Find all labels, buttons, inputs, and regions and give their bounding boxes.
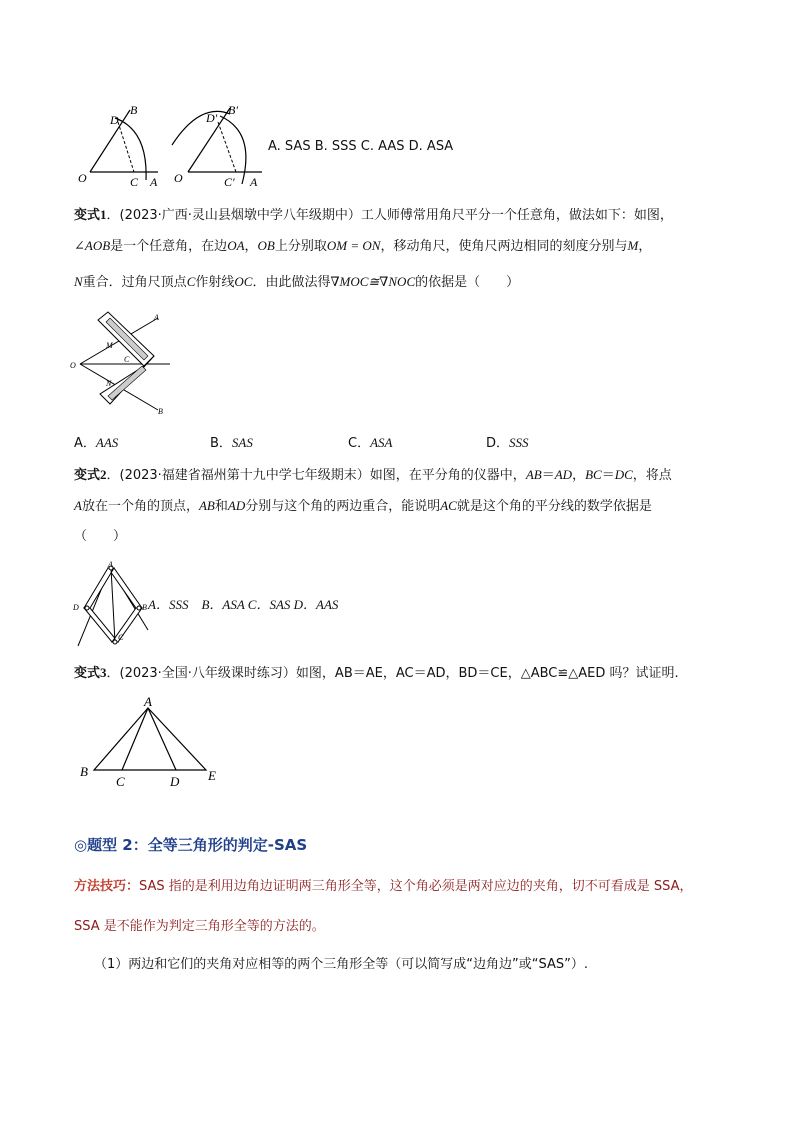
q1-option-c: C．ASA: [348, 435, 393, 451]
svg-text:D′: D′: [206, 111, 218, 125]
q3-line1: 变式3．(2023·全国·八年级课时练习）如图，AB＝AE，AC＝AD，BD＝CE，△ABC≌△AED 吗？试证明.: [74, 665, 679, 681]
svg-text:C: C: [130, 175, 139, 189]
q1-line1: 变式1．(2023·广西·灵山县烟墩中学八年级期中）工人师傅常用角尺平分一个任意角，做法如下：如图，: [74, 207, 673, 223]
q2-line2: A放在一个角的顶点，AB和AD分别与这个角的两边重合，能说明AC就是这个角的平分线的数学依据是: [74, 498, 652, 514]
svg-text:A: A: [150, 175, 158, 189]
svg-text:A: A: [154, 313, 159, 322]
q1-option-d: D．SSS: [486, 435, 529, 451]
svg-text:C′: C′: [224, 175, 235, 189]
svg-text:C: C: [116, 774, 125, 789]
triangle-figure: [74, 696, 234, 794]
svg-text:O: O: [70, 361, 76, 370]
svg-text:B′: B′: [228, 103, 238, 117]
q1-option-b: B．SAS: [210, 435, 253, 451]
svg-text:C: C: [118, 633, 124, 642]
svg-text:B: B: [158, 407, 163, 416]
q2-options: A．SSS B．ASA C．SAS D．AAS: [148, 597, 339, 612]
svg-text:O: O: [174, 171, 183, 185]
bisector-instrument-figure: [70, 560, 160, 652]
svg-text:A: A: [108, 560, 113, 569]
svg-text:B: B: [80, 764, 88, 779]
svg-text:C: C: [124, 355, 130, 364]
svg-text:B: B: [130, 103, 138, 117]
svg-text:D: D: [170, 774, 180, 789]
method-tip-line2: SSA 是不能作为判定三角形全等的方法的。: [74, 919, 325, 934]
q1-line2: ∠AOB是一个任意角，在边OA，OB上分别取OM = ON，移动角尺，使角尺两边相同的刻度分别与M，: [74, 238, 652, 254]
q1-line3: N重合．过角尺顶点C作射线OC．由此做法得∇MOC≅∇NOC的依据是（ ）: [74, 274, 520, 290]
svg-text:B: B: [142, 603, 147, 612]
fig0-options: A. SAS B. SSS C. AAS D. ASA: [268, 139, 454, 154]
svg-text:A: A: [250, 175, 258, 189]
svg-text:D: D: [110, 113, 119, 127]
q1-option-a: A．AAS: [74, 435, 119, 451]
point-1: （1）两边和它们的夹角对应相等的两个三角形全等（可以简写成“边角边”或“SAS”）.: [94, 957, 588, 972]
angle-ruler-figure: [70, 308, 180, 418]
svg-text:E: E: [208, 768, 216, 783]
q2-line3: （ ）: [74, 529, 127, 544]
svg-text:N: N: [106, 379, 112, 388]
svg-text:A: A: [144, 696, 152, 709]
label-O: O: [78, 171, 87, 185]
svg-text:M: M: [106, 341, 113, 350]
angle-construction-figure: [70, 100, 270, 190]
q2-line1: 变式2．(2023·福建省福州第十九中学七年级期末）如图，在平分角的仪器中，AB＝AD，BC＝DC，将点: [74, 467, 672, 483]
svg-text:D: D: [73, 603, 79, 612]
method-tip-line1: 方法技巧：SAS 指的是利用边角边证明两三角形全等，这个角必须是两对应边的夹角，切不可看成是 SSA，: [74, 879, 693, 894]
section-title: ◎题型 2：全等三角形的判定-SAS: [74, 836, 308, 854]
